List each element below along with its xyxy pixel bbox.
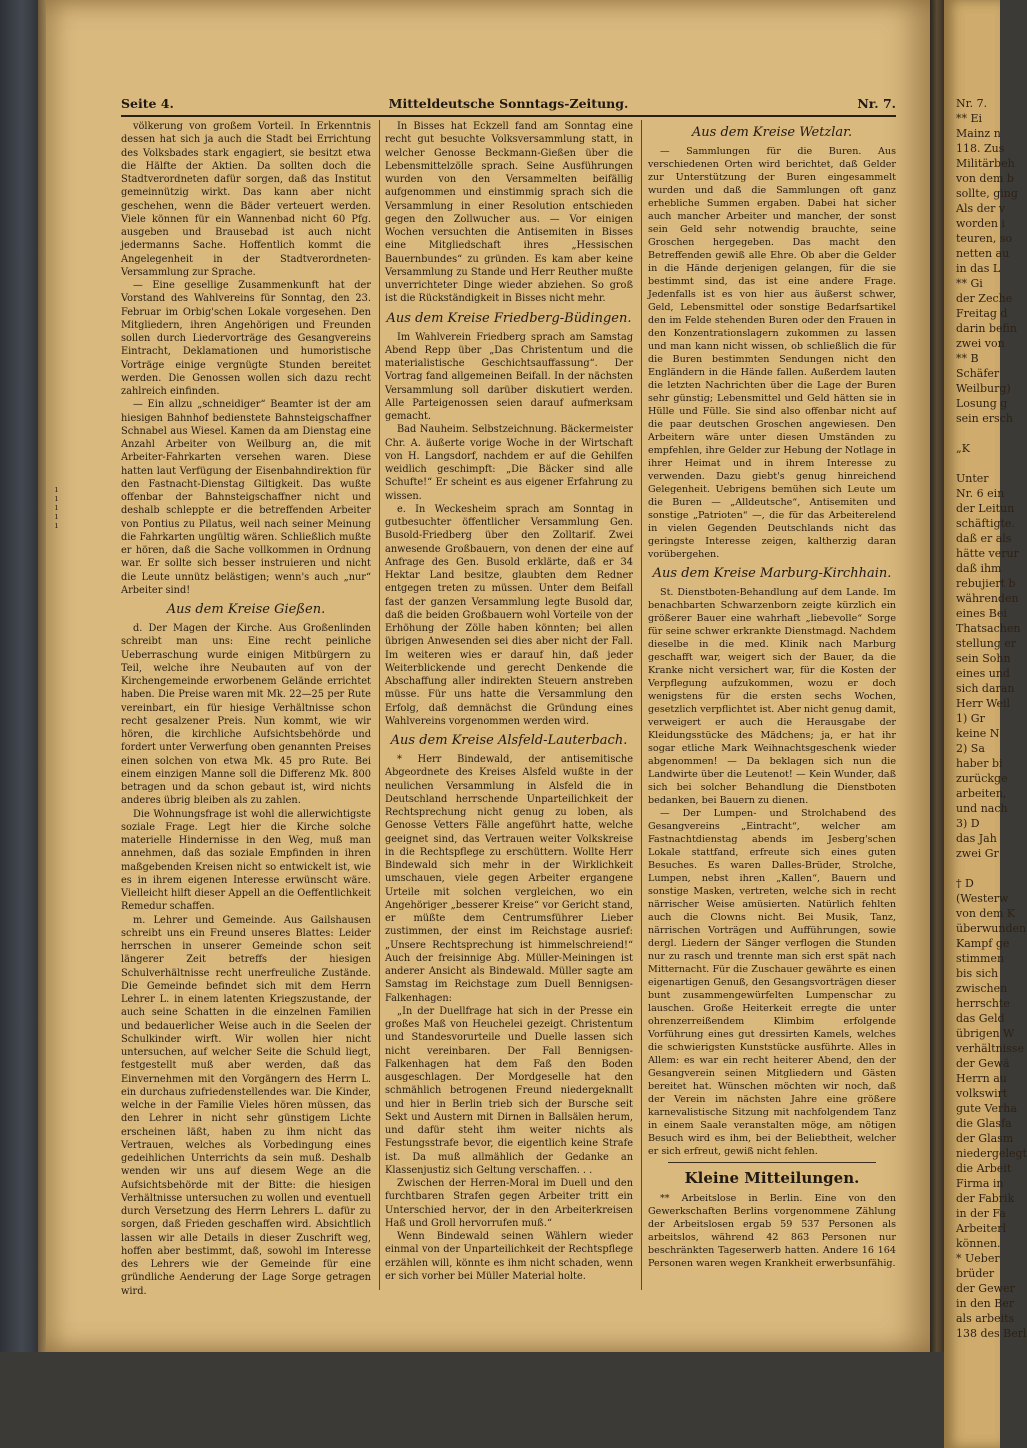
adjacent-page-line: sein ersch	[956, 412, 1013, 425]
article-paragraph: — Sammlungen für die Buren. Aus verschiedenen Orten wird berichtet, daß Gelder zur Unterstützung der Buren eingesammelt wurden und daß die Sammlungen oft ganz erhebliche Summen ergaben. Dabei hat sicher auch mancher Arbeiter und mancher, der sonst sein Geld sehr notwendig brauchte, seine Groschen hergegeben. Das macht den Betreffenden gewiß alle Ehre. Ob aber die Gelder in die Hände derjenigen gelangen, für die sie bestimmt sind, das ist eine andere Frage. Jedenfalls ist es von hier aus äußerst schwer, Geld, Lebensmittel oder sonstige Bedarfsartikel den im Felde stehenden Buren oder den Frauen in den Konzentrationslagern zukommen zu lassen und man kann nicht wissen, ob schließlich die für die Buren bestimmten Sendungen nicht den Engländern in die Hände fallen. Außerdem lauten die letzten Nachrichten über die Lage der Buren sehr günstig; Lebensmittel und Geld hätten sie in Hülle und Fülle. Sie sind also offenbar nicht auf die paar deutschen Groschen angewiesen. Den Arbeitern wäre unter diesen Umständen zu empfehlen, ihre Gelder zur Hebung der Notlage in ihrer Heimat und in ihrem Interesse zu verwenden. Dazu giebt's genug hinreichend Gelegenheit. Uebrigens bemühen sich Leute um die Buren — „Alldeutsche“, Antisemiten und sonstige „Patrioten“ —, die für das Arbeiterelend in vielen Gegenden Deutschlands nicht das geringste Interesse zeigen, kaltherzig daran vorübergehen.	[648, 146, 896, 560]
adjacent-page-line: sich daran	[956, 682, 1015, 695]
issue-number: Nr. 7.	[857, 96, 896, 111]
adjacent-page-line: eines Bei	[956, 607, 1007, 620]
adjacent-page-line: stimmen	[956, 952, 1005, 965]
article-paragraph: — Eine gesellige Zusammenkunft hat der Vorstand des Wahlvereins für Sonntag, den 23. Februar im Orbig'schen Lokale vorgesehen. Den Mitgliedern, ihren Angehörigen und Freunden sollen durch Liedervorträge des Gesangvereins Eintracht, Deklamationen und humoristische Vorträge einige vergnügte Stunden bereitet werden. Die Genossen wollen sich dazu recht zahlreich einfinden.	[121, 280, 371, 397]
adjacent-page-line: niedergelegt	[956, 1147, 1027, 1160]
section-separator	[668, 1162, 876, 1163]
column-2	[385, 120, 633, 1300]
adjacent-page-line: netten au	[956, 247, 1010, 260]
article-paragraph: Die Wohnungsfrage ist wohl die allerwichtigste soziale Frage. Legt hier die Kirche solche materielle Hindernisse in den Weg, muß man annehmen, daß das soziale Empfinden in ihren maßgebenden Kreisen nicht so entwickelt ist, wie es in ihrem eigenen Interesse erwünscht wäre. Vielleicht hilft dieser Appell an die Oeffentlichkeit Remedur schaffen.	[121, 808, 371, 913]
adjacent-page-line: Weilburg)	[956, 382, 1011, 395]
adjacent-page-line: sollte, ging	[956, 187, 1018, 200]
adjacent-page-line: 3) D	[956, 817, 980, 830]
article-paragraph: — Der Lumpen- und Strolchabend des Gesangvereins „Eintracht“, welcher am Fastnachtdienstag abends im Jesberg'schen Lokale stattfand, erfreute sich eines guten Besuches. Es waren Dalles-Brüder, Strolche, Lumpen, nebst ihren „Kallen“, Bauern und sonstige Masken, vertreten, welche sich in recht närrischer Weise amüsierten. Natürlich fehlten auch die Clowns nicht. Bei Musik, Tanz, närrischen Vorträgen und Aufführungen, sowie dergl. Liedern der Sänger verflogen die Stunden nur zu rasch und trennte man sich erst spät nach Mitternacht. Für die Zuschauer gewährte es einen eigenartigen Genuß, den Gesangsvorträgen dieser bunt zusammengewürfelten Lumpenschar zu lauschen. Große Heiterkeit erregte die unter ohrenzerreißendem Klimbim erfolgende Vorführung eines gut dressirten Kamels, welches die schwierigsten Kunststücke ausführte. Alles in Allem: es war ein recht heiterer Abend, den der Gesangverein seinen Mitgliedern und Gästen bereitet hat. Wünschen möchten wir noch, daß der Verein im nächsten Jahre eine größere karnevalistische Sitzung mit nachfolgendem Tanz in einem Saale veranstalten möge, am nötigen Besuch wird es ihm, bei der Beliebtheit, welcher er sich erfreut, gewiß nicht fehlen.	[648, 808, 896, 1157]
margin-pencil-marks: ı ı ı ı ı	[55, 485, 58, 531]
adjacent-page-line: Kampf ge	[956, 937, 1010, 950]
adjacent-page-line: Arbeiterl	[956, 1222, 1006, 1235]
adjacent-page-line: ** B	[956, 352, 979, 365]
adjacent-page-line: der Gewer	[956, 1282, 1015, 1295]
adjacent-page-line: rebujiert b	[956, 577, 1016, 590]
adjacent-page-line: Schäfer	[956, 367, 1000, 380]
adjacent-page-line: Unter	[956, 472, 989, 485]
page-gutter	[930, 0, 944, 1352]
article-paragraph: — Ein allzu „schneidiger“ Beamter ist der am hiesigen Bahnhof bedienstete Bahnsteigschaffner Schnabel aus Wiesel. Kamen da am Dienstag eine Anzahl Arbeiter von Weilburg an, die mit Arbeiter-Fahrkarten versehen waren. Diese hatten laut Verfügung der Eisenbahndirektion für den Fastnacht-Dienstag Giltigkeit. Das wußte offenbar der Bahnsteigschaffner nicht und deshalb schleppte er die betreffenden Arbeiter von Pontius zu Pilatus, weil nach seiner Meinung die Fahrkarten ungültig wären. Schließlich mußte er hören, daß die Sache vollkommen in Ordnung war. Er sollte sich besser instruieren und nicht die Leute unnütz belästigen; wenn's auch „nur“ Arbeiter sind!	[121, 399, 371, 596]
adjacent-page-line: zurückge	[956, 772, 1008, 785]
column-1	[121, 120, 371, 1300]
adjacent-page-line	[944, 456, 1000, 471]
adjacent-page-line: eines und	[956, 667, 1010, 680]
adjacent-page-line: zwischen	[956, 982, 1008, 995]
adjacent-page-line: der Fabrik	[956, 1192, 1015, 1205]
column-divider-1	[379, 120, 380, 1290]
adjacent-page-line	[944, 426, 1000, 441]
section-heading-alsfeld: Aus dem Kreise Alsfeld-Lauterbach.	[390, 733, 628, 748]
quote-paragraph: „In der Duellfrage hat sich in der Presse ein großes Maß von Heuchelei gezeigt. Christentum und Standesvorurteile und Duelle lassen sich nicht vereinbaren. Der Fall Bennigsen-Falkenhagen hat dem Faß den Boden ausgeschlagen. Der Mordgeselle hat den schmählich betrogenen Freund niedergeknallt und hier in Berlin trieb sich der Bursche seit Sekt und Austern mit Dirnen in Ballsälen herum, und dafür steht ihm weiter nichts als Festungsstrafe bevor, die eigentlich keine Strafe ist. Da muß allmählich der Gedanke an Klassenjustiz sich Geltung verschaffen. . .	[385, 1005, 633, 1176]
adjacent-page-line: und nach	[956, 802, 1008, 815]
adjacent-page-line: das Geld	[956, 1012, 1005, 1025]
article-paragraph: Wenn Bindewald seinen Wählern wieder einmal von der Unparteilichkeit der Rechtspflege erzählen will, könnte es ihm nicht schaden, wenn er sich vorher bei Müller Material holte.	[385, 1231, 633, 1282]
adjacent-page-line: 138 des Berl	[956, 1327, 1027, 1340]
adjacent-page-line: * Ueber	[956, 1252, 1000, 1265]
adjacent-page-line: keine N	[956, 727, 1000, 740]
page-header	[121, 96, 896, 114]
adjacent-page-line: daß ihm	[956, 562, 1002, 575]
adjacent-page-line: Freitag d	[956, 307, 1008, 320]
page-number: Seite 4.	[121, 96, 174, 111]
adjacent-page-line: haber bi	[956, 757, 1003, 770]
adjacent-page-line: von dem b	[956, 172, 1014, 185]
adjacent-page-line: darin befin	[956, 322, 1017, 335]
article-paragraph: In Bisses hat Eckzell fand am Sonntag eine recht gut besuchte Volksversammlung statt, in welcher Genosse Beckmann-Gießen über die Lebensmittelzölle sprach. Seine Ausführungen wurden von den Versammelten beifällig aufgenommen und einstimmig sprach sich die Versammlung in einer Resolution entschieden gegen den Zollwucher aus. — Vor einigen Wochen versuchten die Antisemiten in Bisses eine Mitgliedschaft ihres „Hessischen Bauernbundes“ zu gründen. Es kam aber keine Versammlung zu Stande und Herr Reuther mußte unverrichteter Dinge wieder abziehen. So groß ist die Rückständigkeit in Bisses nicht mehr.	[385, 121, 633, 305]
adjacent-page-line: der Leitun	[956, 502, 1015, 515]
adjacent-page-line: worden i	[956, 217, 1005, 230]
adjacent-page-line: zwei von	[956, 337, 1005, 350]
section-heading-giessen: Aus dem Kreise Gießen.	[166, 602, 326, 617]
article-paragraph: * Herr Bindewald, der antisemitische Abgeordnete des Kreises Alsfeld wußte in der neulichen Versammlung in Alsfeld die in Deutschland herrschende Unparteilichkeit der Rechtsprechung nicht genug zu loben, als Genosse Vetters Fälle angeführt hatte, welche geeignet sind, das Vertrauen weiter Volkskreise in die Rechtspflege zu erschüttern. Wollte Herr Bindewald sich mehr in der Wirklichkeit umschauen, viele gegen Arbeiter ergangene Urteile mit solchen vergleichen, wo ein Angehöriger „besserer Kreise“ vor Gericht stand, er müßte dem Centrumsführer Lieber zustimmen, der einst im Reichstage ausrief: „Unsere Rechtsprechung ist himmelschreiend!“ Auch der freisinnige Abg. Müller-Meiningen ist anderer Ansicht als Bindewald. Müller sagte am Samstag im Reichstage zum Duell Bennigsen-Falkenhagen:	[385, 754, 633, 1004]
adjacent-page-line: in das L	[956, 262, 1001, 275]
adjacent-page-line: die Arbeit	[956, 1162, 1012, 1175]
adjacent-page-line: Nr. 6 ein	[956, 487, 1005, 500]
adjacent-page-line: in den Ber	[956, 1297, 1015, 1310]
adjacent-page-line: übrigen W	[956, 1027, 1015, 1040]
adjacent-page-line: (Westerw	[956, 892, 1009, 905]
adjacent-page-line: Militärbeh	[956, 157, 1015, 170]
adjacent-page-line: hätte verur	[956, 547, 1019, 560]
newspaper-title: Mitteldeutsche Sonntags-Zeitung.	[388, 96, 629, 111]
adjacent-page-line: gute Verha	[956, 1102, 1017, 1115]
section-heading-wetzlar: Aus dem Kreise Wetzlar.	[691, 125, 853, 140]
adjacent-page-line: zwei Gr	[956, 847, 999, 860]
adjacent-page-line: schäftigte.	[956, 517, 1015, 530]
adjacent-page-line: der Zeche	[956, 292, 1013, 305]
adjacent-page-line: Herrn au	[956, 1072, 1007, 1085]
adjacent-page-line: brüder	[956, 1267, 995, 1280]
adjacent-page-line: der Gewä	[956, 1057, 1010, 1070]
adjacent-page-line: überwunden	[956, 922, 1027, 935]
adjacent-page-line: in der Fa	[956, 1207, 1006, 1220]
adjacent-page-line: Firma in	[956, 1177, 1004, 1190]
adjacent-page-line: als arbeits	[956, 1312, 1015, 1325]
adjacent-page-line: ** Ei	[956, 112, 983, 125]
adjacent-page-line: von dem K	[956, 907, 1016, 920]
adjacent-page-line	[944, 861, 1000, 876]
quote-paragraph: Zwischen der Herren-Moral im Duell und den furchtbaren Strafen gegen Arbeiter tritt ein Unterschied hervor, der in den Arbeiterkreisen Haß und Groll hervorrufen muß.“	[385, 1178, 633, 1229]
adjacent-page-line: daß er als	[956, 532, 1012, 545]
adjacent-page-line: bis sich	[956, 967, 999, 980]
adjacent-page-line: 118. Zus	[956, 142, 1005, 155]
adjacent-page-line: stellung er	[956, 637, 1017, 650]
column-divider-2	[641, 120, 642, 1290]
adjacent-page-line: können.	[956, 1237, 1001, 1250]
article-paragraph: völkerung von großem Vorteil. In Erkenntnis dessen hat sich ja auch die Stadt bei Errichtung des Volksbades stark engagiert, sie besitzt etwa die Hälfte der Aktien. Da sollten doch die Stadtverordneten dafür sorgen, daß das Institut gemeinnützig wirkt. Das kann aber nicht geschehen, wenn die Bäder verteuert werden. Viele können für ein Wannenbad nicht 60 Pfg. ausgeben und Brausebad ist auch nicht jedermanns Sache. Hoffentlich kommt die Angelegenheit in der Stadtverordneten-Versammlung zur Sprache.	[121, 121, 371, 278]
adjacent-page-line: Als der v	[956, 202, 1006, 215]
article-paragraph: m. Lehrer und Gemeinde. Aus Gailshausen schreibt uns ein Freund unseres Blattes: Leider herrschen in unserer Gemeinde schon seit längerer Zeit betreffs der hiesigen Schulverhältnisse recht unerfreuliche Zustände. Die Gemeinde befindet sich mit dem Herrn Lehrer L. in einem latenten Kriegszustande, der auch seine Schatten in die einzelnen Familien und bedauerlicher Weise auch in die Seelen der Schulkinder wirft. Wir wollen hier nicht untersuchen, auf welcher Seite die Schuld liegt, festgestellt muß aber werden, daß das Einvernehmen mit den Vorgängern des Herrn L. ein durchaus zufriedenstellendes war. Die Kinder, welche in der Familie Vieles hören müssen, das den Lehrer in nicht sehr günstigem Lichte erscheinen läßt, haben zu ihm nicht das Vertrauen, welches als Vorbedingung eines gedeihlichen Unterrichts da sein muß. Deshalb wenden wir uns auf diesem Wege an die Aufsichtsbehörde mit der Bitte: die hiesigen Verhältnisse untersuchen zu wollen und eventuell durch Versetzung des Herrn Lehrers L. dafür zu sorgen, daß Frieden geschaffen wird. Absichtlich lassen wir alle Details in dieser Zuschrift weg, hoffen aber bestimmt, daß, sowohl im Interesse des Lehrers wie der Gemeinde für eine gründliche Aenderung der Lage Sorge getragen wird.	[121, 914, 371, 1297]
section-heading-kleine-mitteilungen: Kleine Mitteilungen.	[684, 1169, 860, 1187]
article-paragraph: e. In Weckesheim sprach am Sonntag in gutbesuchter öffentlicher Versammlung Gen. Busold-Friedberg über den Zolltarif. Zwei anwesende Großbauern, von denen der eine auf Anfrage des Gen. Busold erklärte, daß er 34 Hektar Land besitze, glaubten dem Redner entgegen treten zu müssen. Unter dem Beifall fast der ganzen Versammlung legte Busold dar, daß die beiden Großbauern wohl Vorteile von der Erhöhung der Zölle haben könnten; bei allen übrigen Anwesenden sei dies aber nicht der Fall. Im weiteren wies er darauf hin, daß jeder Weiterblickende und gerecht Denkende die Abschaffung aller indirekten Steuern anstreben müsse. Für uns hatte die Versammlung den Erfolg, daß demnächst die Gründung eines Wahlvereins vorgenommen werden wird.	[385, 503, 633, 727]
article-paragraph: Bad Nauheim. Selbstzeichnung. Bäckermeister Chr. A. äußerte vorige Woche in der Wirtschaft von H. Langsdorf, nachdem er auf die Gehilfen weidlich geschimpft: „Die Bäcker sind alle Schufte!“ Er scheint es aus eigener Erfahrung zu wissen.	[385, 424, 633, 502]
adjacent-page-line: „K	[956, 442, 970, 455]
article-paragraph: ** Arbeitslose in Berlin. Eine von den Gewerkschaften Berlins vorgenommene Zählung der Arbeitslosen ergab 59 537 Personen als arbeitslos, während 42 863 Personen nur beschränkten Tageserwerb hatten. Andere 16 164 Personen waren wegen Krankheit erwerbsunfähig.	[648, 1193, 896, 1269]
adjacent-page-line: Mainz n	[956, 127, 1001, 140]
adjacent-page-line: sein Sohn	[956, 652, 1011, 665]
article-paragraph: St. Dienstboten-Behandlung auf dem Lande. Im benachbarten Schwarzenborn zeigte kürzlich ein größerer Bauer eine wahrhaft „liebevolle“ Sorge für seine schwer erkrankte Dienstmagd. Nachdem dieselbe in die med. Klinik nach Marburg geschafft war, weigert sich der Bauer, da die Kranke nicht versichert war, für die Kosten der Verpflegung aufzukommen, wozu er doch wenigstens für die ersten sechs Wochen, gesetzlich verpflichtet ist. Aber nicht genug damit, verweigert er auch die Herausgabe der Kleidungsstücke des Mädchens; ja, er hat ihr sogar etliche Mark Weihnachtsgeschenk wieder abgenommen! — Da beklagen sich nun die Landwirte über die Leutenot! — Kein Wunder, daß sich bei solcher Behandlung die Dienstboten bedanken, bei Bauern zu dienen.	[648, 587, 896, 806]
adjacent-page-line: Nr. 7.	[956, 97, 988, 110]
adjacent-page-line: † D	[956, 877, 974, 890]
adjacent-page-line: der Glasm	[956, 1132, 1014, 1145]
adjacent-page-line: Thatsachen	[956, 622, 1021, 635]
adjacent-page-line: die Glasfa	[956, 1117, 1012, 1130]
adjacent-page-fragment	[944, 0, 1027, 1448]
adjacent-page-line: währenden	[956, 592, 1019, 605]
adjacent-page-line: ** Gi	[956, 277, 983, 290]
adjacent-page-line: verhältnisse	[956, 1042, 1024, 1055]
header-rule	[121, 115, 896, 117]
adjacent-page-line: herrschte	[956, 997, 1010, 1010]
adjacent-page-line: teuren, so	[956, 232, 1013, 245]
adjacent-page-line: 2) Sa	[956, 742, 985, 755]
adjacent-page-line: arbeiten,	[956, 787, 1007, 800]
section-heading-marburg: Aus dem Kreise Marburg-Kirchhain.	[652, 566, 892, 581]
adjacent-page-line: 1) Gr	[956, 712, 985, 725]
adjacent-page-line: volkswirt	[956, 1087, 1008, 1100]
adjacent-page-line: Losung g	[956, 397, 1008, 410]
column-3	[648, 120, 896, 1300]
article-paragraph: Im Wahlverein Friedberg sprach am Samstag Abend Repp über „Das Christentum und die materialistische Geschichtsauffassung“. Der Vortrag fand allgemeinen Beifall. In der nächsten Versammlung soll darüber diskutiert werden. Alle Parteigenossen seien darauf aufmerksam gemacht.	[385, 331, 633, 422]
adjacent-page-line: Herr Weil	[956, 697, 1011, 710]
section-heading-friedberg: Aus dem Kreise Friedberg-Büdingen.	[386, 310, 632, 326]
article-paragraph: d. Der Magen der Kirche. Aus Großenlinden schreibt man uns: Eine recht peinliche Ueberraschung wurde einigen Mitbürgern zu Teil, welche ihre Neubauten auf von der Kirchengemeinde erworbenem Gelände errichtet haben. Die Preise waren mit Mk. 22—25 per Rute vereinbart, ein für hiesige Verhältnisse schon recht gesalzener Preis. Nun kommt, wie wir hören, die kirchliche Aufsichtsbehörde und fordert unter Verwerfung oben genannten Preises einen solchen von etwa Mk. 45 pro Rute. Bei einem einzigen Manne soll die Differenz Mk. 800 betragen und da schon gebaut ist, wird nichts anderes übrig bleiben als zu zahlen.	[121, 623, 371, 807]
adjacent-page-line: das Jah	[956, 832, 997, 845]
